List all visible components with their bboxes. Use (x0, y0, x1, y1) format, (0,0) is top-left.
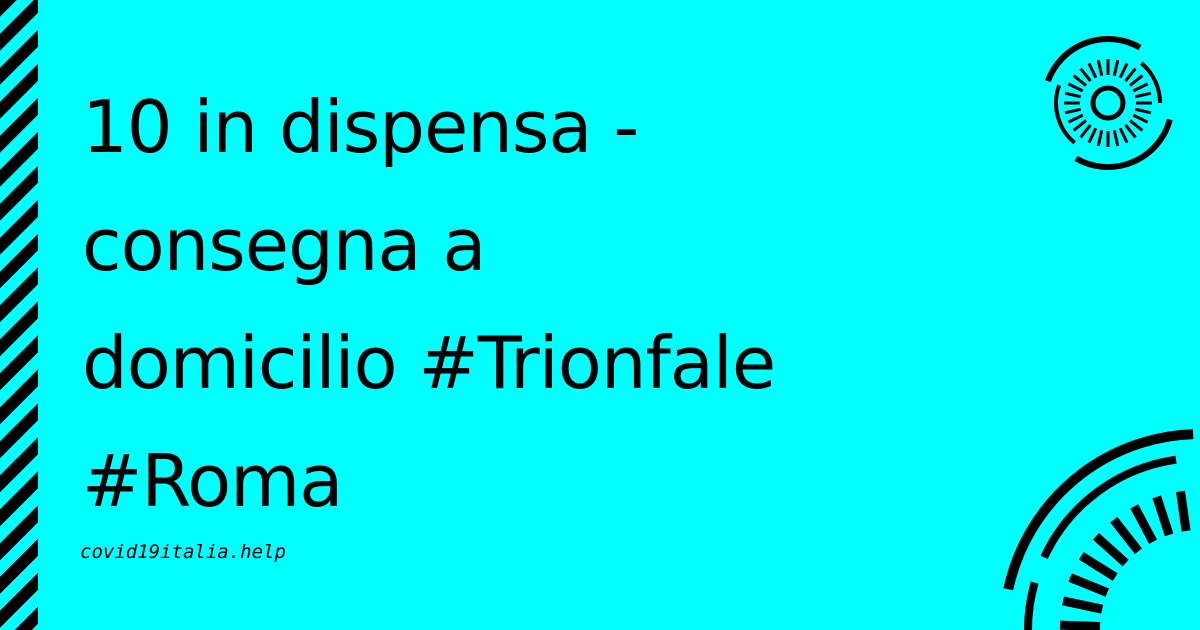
badge-tick (1114, 520, 1139, 552)
badge-tick (1133, 84, 1147, 91)
headline-line: 10 in dispensa - (82, 85, 639, 169)
badge-tick (1096, 536, 1126, 563)
badge-tick (1065, 109, 1081, 113)
badge-tick (1133, 115, 1147, 122)
badge-tick (1157, 497, 1169, 535)
badge-tick (1130, 76, 1143, 86)
site-url: covid19italia.help (80, 541, 286, 563)
badge-tick (1074, 76, 1087, 86)
badge-tick (1130, 120, 1143, 130)
badge-middle-arc (1141, 63, 1160, 103)
badge-center-ring (1093, 88, 1123, 118)
badge-tick (1068, 115, 1082, 122)
headline-line: domicilio #Trionfale (82, 321, 776, 405)
badge-tick (1114, 130, 1118, 146)
badge-tick (1125, 125, 1135, 138)
badge-tick (1135, 109, 1151, 113)
badge-tick (1068, 84, 1082, 91)
badge-tick (1114, 60, 1118, 76)
badge-tick (1060, 625, 1100, 626)
headline-line: consegna a (82, 203, 486, 287)
headline (82, 68, 1012, 540)
badge-tick (1070, 578, 1107, 593)
badge-tick (1089, 128, 1096, 142)
badge-tick (1098, 130, 1102, 146)
badge-tick (1089, 63, 1096, 77)
badge-middle-arc (1028, 583, 1035, 630)
badge-tick (1181, 491, 1187, 531)
badge-tick (1134, 506, 1153, 541)
headline-line: #Roma (82, 439, 343, 523)
badge-tick (1081, 125, 1091, 138)
radial-burst-icon (990, 380, 1200, 630)
badge-tick (1125, 69, 1135, 82)
badge-tick (1098, 60, 1102, 76)
badge-tick (1120, 63, 1127, 77)
badge-tick (1065, 93, 1081, 97)
badge-tick (1074, 120, 1087, 130)
badge-tick (1081, 556, 1115, 577)
badge-tick (1120, 128, 1127, 142)
radial-burst-icon (1033, 18, 1183, 188)
badge-tick (1081, 69, 1091, 82)
diagonal-stripe-band (0, 0, 38, 630)
badge-tick (1135, 93, 1151, 97)
badge-tick (1063, 601, 1102, 609)
